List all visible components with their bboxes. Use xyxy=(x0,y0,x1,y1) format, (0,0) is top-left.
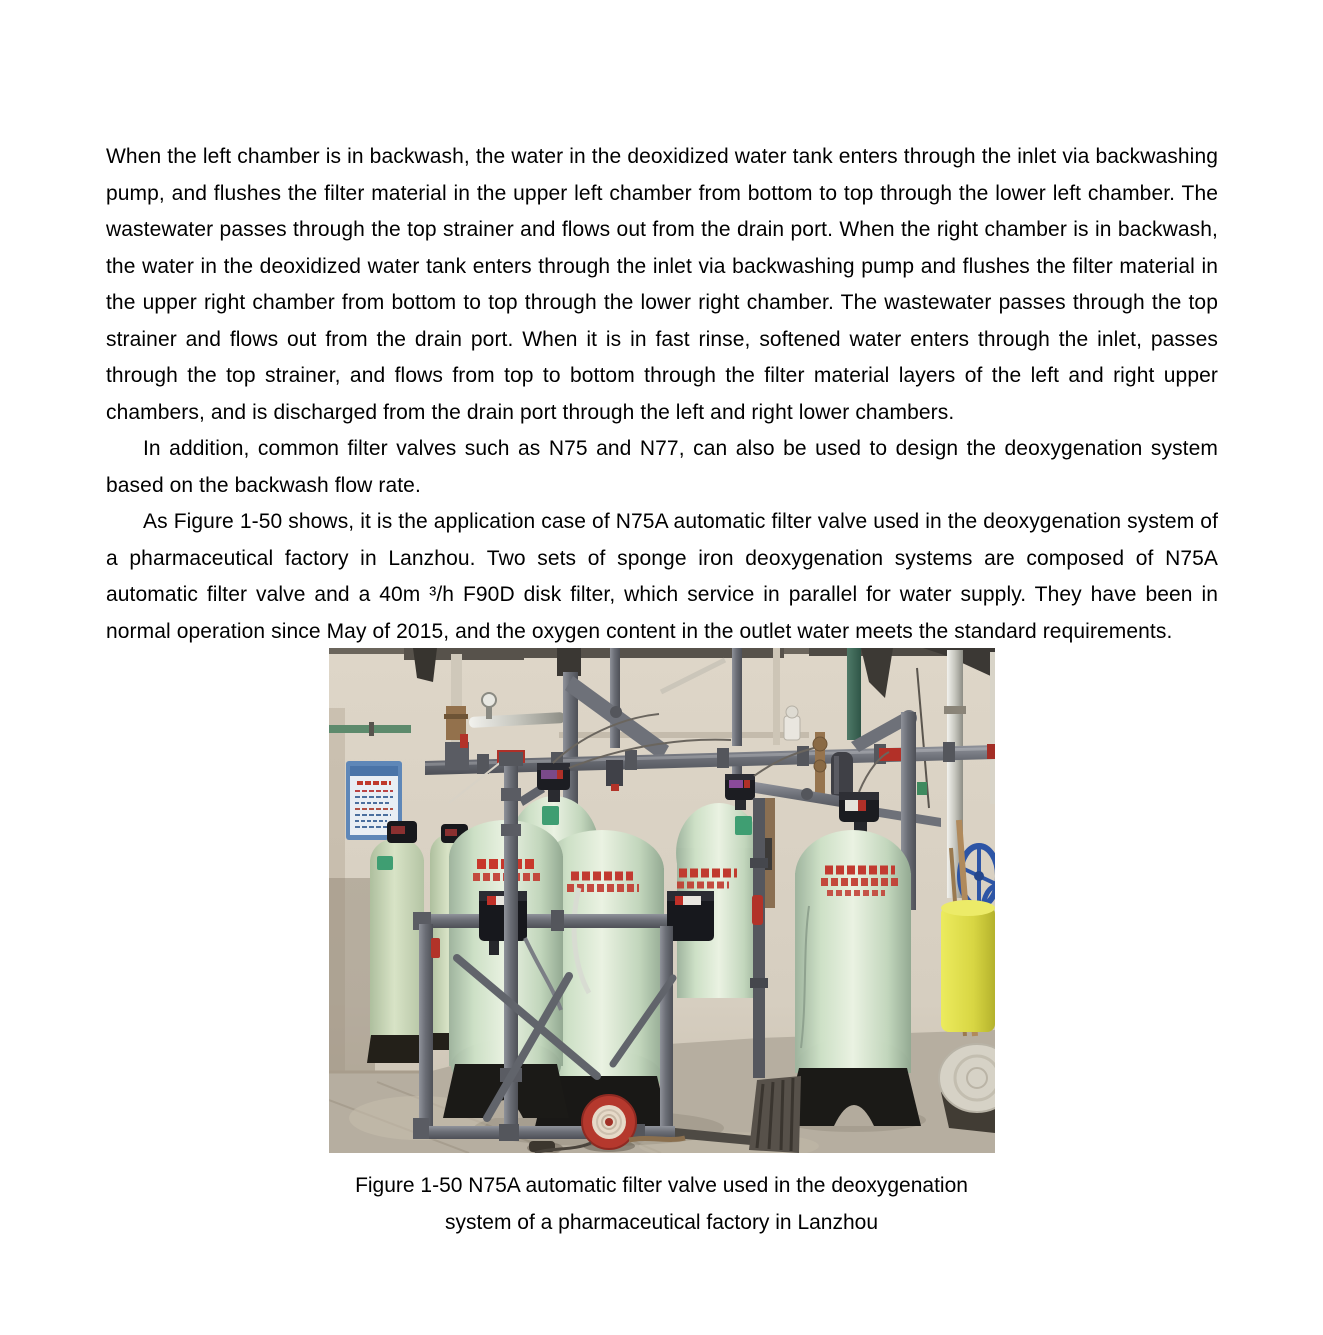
caption-line-1: Figure 1-50 N75A automatic filter valve used in the deoxygenation xyxy=(355,1174,968,1197)
figure-1-50 xyxy=(0,648,1323,1241)
small-gauge-icon xyxy=(786,706,798,718)
red-lever-icon xyxy=(752,895,763,925)
coiled-object xyxy=(939,1044,995,1133)
figure-caption xyxy=(0,1167,1323,1241)
floor-grate xyxy=(749,1076,801,1153)
paragraph-filter-valves: In addition, common filter valves such as N75 and N77, can also be used to design the deoxygenation system based on the backwash flow rate. xyxy=(106,437,1218,497)
small-tank-left xyxy=(367,821,428,1063)
equipment-photo xyxy=(329,648,995,1153)
paragraph-application-case: As Figure 1-50 shows, it is the application case of N75A automatic filter valve used in the deoxygenation system of a pharmaceutical factory in Lanzhou. Two sets of sponge iron deoxygenation systems are composed of N75A automatic filter valve and a 40m ³/h F90D disk filter, which service in parallel for water supply. They have been in normal operation since May of 2015, and the oxygen content in the outlet water meets the standard requirements. xyxy=(106,510,1218,643)
body-text xyxy=(0,0,1323,650)
photo-illustration xyxy=(329,648,995,1153)
tank-right xyxy=(785,830,921,1126)
pressure-gauge-icon xyxy=(482,693,496,707)
caption-line-2: system of a pharmaceutical factory in Lanzhou xyxy=(444,1211,879,1234)
paragraph-backwash-description: When the left chamber is in backwash, the water in the deoxidized water tank enters through the inlet via backwashing pump, and flushes the filter material in the upper left chamber from bottom to top through the lower left chamber. The wastewater passes through the top strainer and flows out from the drain port. When the right chamber is in backwash, the water in the deoxidized water tank enters through the inlet via backwashing pump and flushes the filter material in the upper right chamber from bottom to top through the lower right chamber. The wastewater passes through the top strainer and flows out from the drain port. When it is in fast rinse, softened water enters through the inlet, passes through the top strainer, and flows from top to bottom through the filter material layers of the left and right upper chambers, and is discharged from the drain port through the left and right lower chambers. xyxy=(106,145,1218,424)
red-lever-icon xyxy=(431,938,440,958)
